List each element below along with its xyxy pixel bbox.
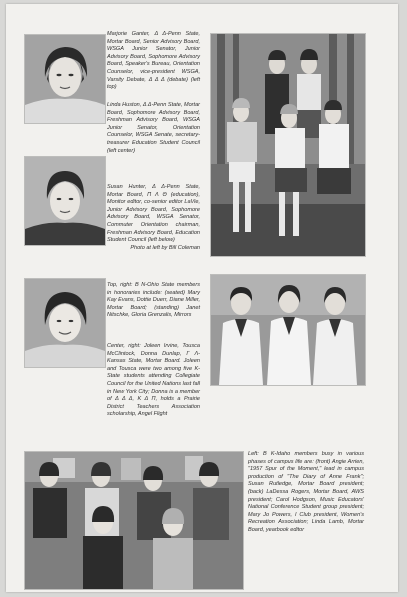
caption-linda-huston: Linda Huston, Δ Δ-Penn State, Mortar Board, Sophomore Advisory Board, Freshman Advisory Board, WSGA Junior Senator, Orientation Counselor, WSGA Senate, secretary-treasurer Education Student Council (left center) bbox=[107, 102, 200, 154]
caption-kansas-state: Center, right: Joleen Irvine, Tousca McClintock, Donna Dunlap, Γ Λ-Kansas State, Mortar Board. Joleen and Tousca were two among five K-State students attending Collegiate Council for the United Nations last fall in New York City; Donna is a member of Δ Δ Δ, Κ Δ Π, holds a Prairie District Teachers Association scholarship, Angel Flight bbox=[107, 343, 200, 418]
portrait-marjorie-ganter bbox=[24, 34, 106, 124]
portrait-linda-huston bbox=[24, 156, 106, 246]
photo-ohio-state-group bbox=[210, 33, 366, 257]
yearbook-page bbox=[6, 4, 398, 592]
photo-credit: Photo at left by Bill Coleman bbox=[130, 244, 200, 251]
caption-ohio-state: Top, right: B N-Ohio State members in honoraries include: (seated) Mary Kay Evans, Dottie Duerr, Diane Miller, Mortar Board; (standing) Janet Nitschke, Gloria Grenzalis, Mirrors bbox=[107, 282, 200, 319]
caption-susan-hunter-block bbox=[107, 184, 200, 252]
caption-idaho: Left: B K-Idaho members busy in various phases of campus life are: (front) Angie Arrien, "1957 Spur of the Moment," lead in campus production of "The Diary of Anne Frank"; Susan Rutledge, Mortar Board president; (back) LaDessa Rogers, Mortar Board, AWS president; Carol Hodgson, Music Educators' National Conference Student group president; Mary Jo Powers, I Club president, Women's Recreation Association; Linda Lamb, Mortar Board, yearbook editor bbox=[248, 451, 364, 533]
caption-susan-hunter: Susan Hunter, Δ Δ-Penn State, Mortar Board, Π Λ Θ (education), Monitor editor, co-senior editor LaVie, Junior Advisory Board, Sophomore Advisory Board, WSGA Senator, Commuter Orientation chairman, Freshman Advisory Board, Education Student Council (left below) bbox=[107, 184, 200, 244]
photo-idaho-group bbox=[24, 451, 244, 590]
photo-kansas-state-group bbox=[210, 274, 366, 386]
portrait-susan-hunter bbox=[24, 278, 106, 368]
caption-marjorie-ganter: Marjorie Ganter, Δ Δ-Penn State, Mortar Board, Senior Advisory Board, WSGA Junior Senator, Junior Advisory Board, Sophomore Advisory Board, Speaker's Bureau, Orientation Counselor, vice-president WSGA, Varsity Debate, Δ Δ Δ (debate) (left top) bbox=[107, 31, 200, 91]
